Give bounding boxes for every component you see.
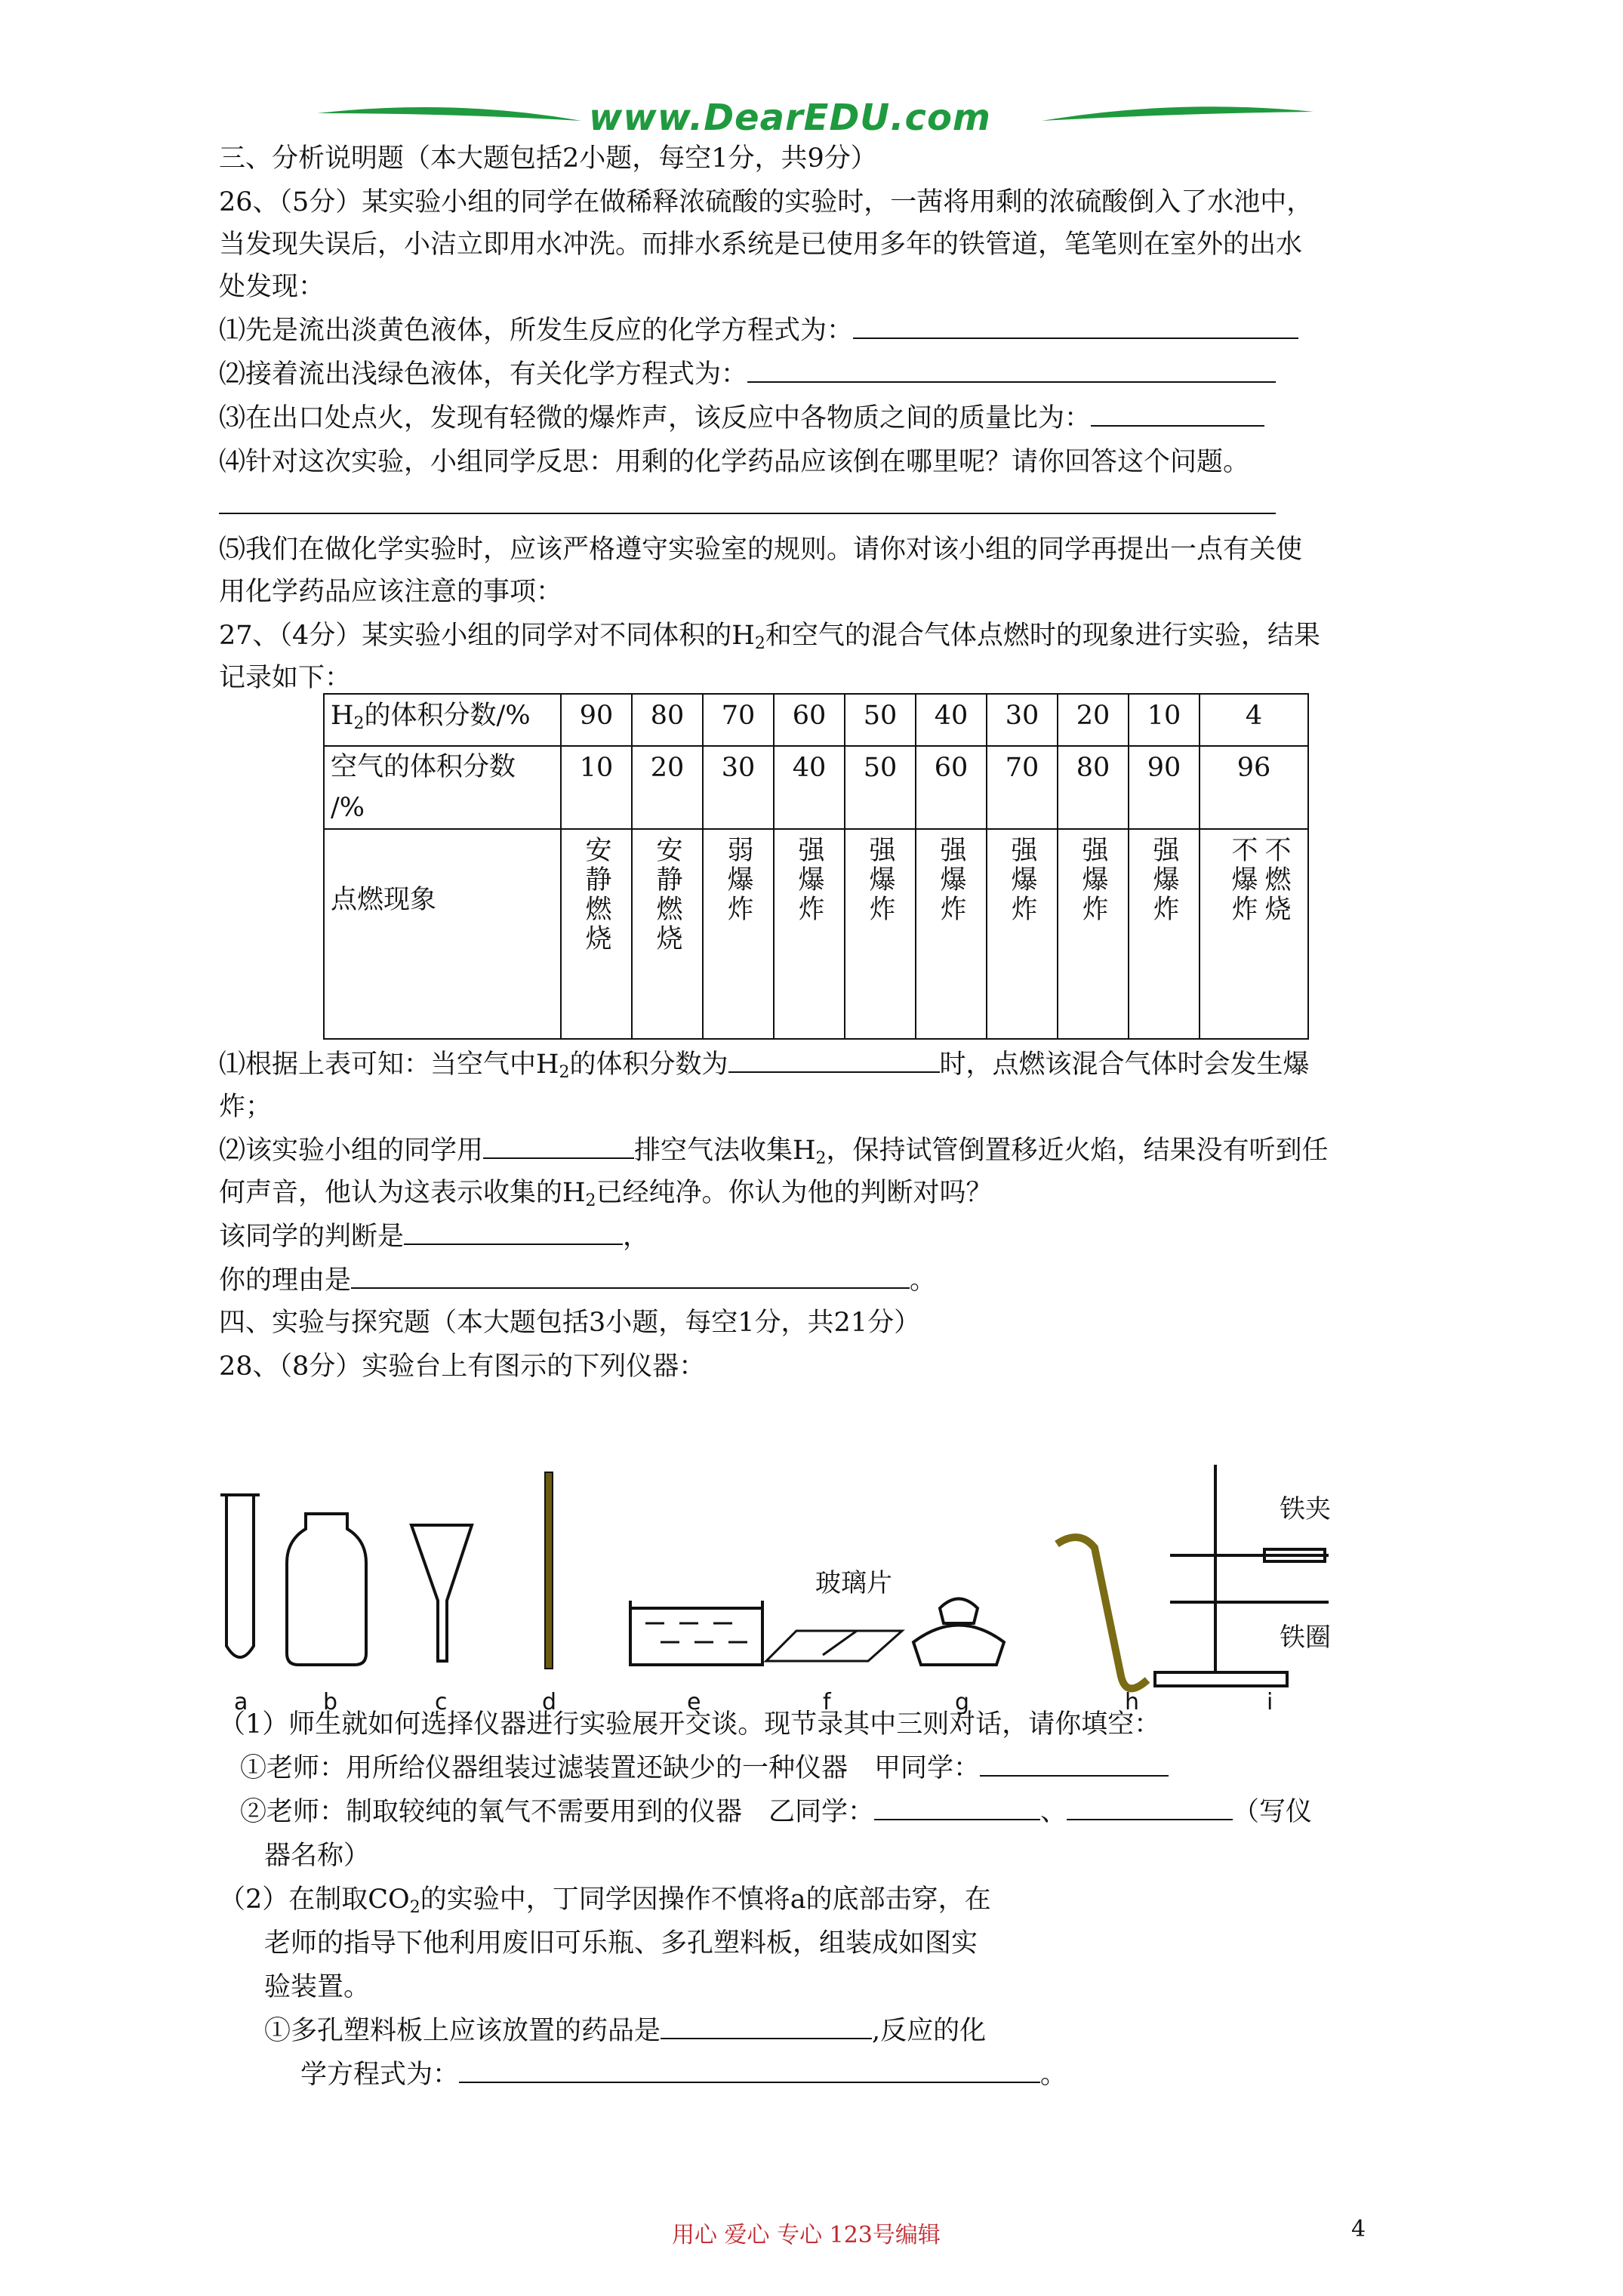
apparatus-letter: d — [542, 1689, 557, 1714]
section4-title: 四、实验与探究题（本大题包括3小题，每空1分，共21分） — [219, 1308, 921, 1338]
table-row-label: 空气的体积分数 /% — [324, 746, 561, 829]
q27-line2: 记录如下： — [219, 663, 352, 693]
table-cell: 40 — [774, 746, 845, 829]
q27-part2-cont: 何声音，他认为这表示收集的$H_2$已经纯净。你认为他的判断对吗？ — [219, 1178, 993, 1210]
answer-blank[interactable] — [980, 1752, 1169, 1777]
apparatus-letter: e — [687, 1689, 701, 1714]
q28-s1b: ②老师：制取较纯的氧气不需要用到的仪器 乙同学： 、 （写仪 — [240, 1797, 1313, 1827]
table-cell: 强爆炸 — [987, 829, 1058, 1039]
q28-s1a: ①老师：用所给仪器组装过滤装置还缺少的一种仪器 甲同学： — [240, 1752, 1169, 1785]
q27-part1: ⑴根据上表可知：当空气中$H_2$的体积分数为 时，点燃该混合气体时会发生爆 — [219, 1049, 1310, 1082]
table-cell: 4 — [1200, 694, 1308, 746]
q27-part3: 该同学的判断是 ， — [219, 1222, 650, 1252]
table-cell: 70 — [987, 746, 1058, 829]
table-cell: 90 — [561, 694, 632, 746]
experiment-table — [323, 693, 1309, 1040]
answer-blank[interactable] — [728, 1049, 940, 1073]
answer-blank[interactable] — [1067, 1796, 1233, 1820]
glass-rod-icon — [545, 1472, 553, 1669]
table-cell: 50 — [845, 746, 916, 829]
table-cell: 强爆炸 — [1058, 829, 1129, 1039]
table-cell: 60 — [774, 694, 845, 746]
q26-part4: ⑷针对这次实验，小组同学反思：用剩的化学药品应该倒在哪里呢？请你回答这个问题。 — [219, 447, 1250, 477]
apparatus-letter: h — [1125, 1689, 1140, 1714]
apparatus-figure — [211, 1382, 1442, 1714]
q26-part2: ⑵接着流出浅绿色液体，有关化学方程式为： — [219, 358, 1276, 391]
table-cell: 强爆炸 — [916, 829, 987, 1039]
q28-intro: 28、（8分）实验台上有图示的下列仪器： — [219, 1351, 706, 1382]
apparatus-letter: g — [955, 1689, 970, 1714]
q28-s2d: 验装置。 — [264, 1972, 371, 2002]
answer-blank[interactable] — [219, 490, 1276, 514]
q27-line1: 27、（4分）某实验小组的同学对不同体积的$H_2$和空气的混合气体点燃时的现象进行实验，结果 — [219, 621, 1320, 653]
q26-part3: ⑶在出口处点火，发现有轻微的爆炸声，该反应中各物质之间的质量比为： — [219, 402, 1264, 435]
table-cell: 强爆炸 — [1129, 829, 1200, 1039]
apparatus-letter: b — [323, 1689, 338, 1714]
q28-s1b-cont: 器名称） — [264, 1841, 371, 1871]
table-cell: 20 — [632, 746, 703, 829]
section3-title: 三、分析说明题（本大题包括2小题，每空1分，共9分） — [219, 143, 877, 174]
table-cell: 30 — [987, 694, 1058, 746]
table-row — [324, 694, 1308, 746]
answer-blank[interactable] — [874, 1796, 1040, 1820]
table-row-label: $H_2$的体积分数/% — [324, 694, 561, 746]
iron-clamp-label: 铁夹 — [1280, 1494, 1331, 1524]
alcohol-lamp-icon — [913, 1626, 1004, 1666]
page-number: 4 — [1351, 2216, 1366, 2242]
table-cell: 40 — [916, 694, 987, 746]
iron-ring-label: 铁圈 — [1280, 1623, 1331, 1653]
q26-line1: 26、（5分）某实验小组的同学在做稀释浓硫酸的实验时，一茜将用剩的浓硫酸倒入了水池中， — [219, 187, 1313, 217]
answer-blank[interactable] — [404, 1221, 623, 1245]
apparatus-letter: i — [1267, 1689, 1273, 1714]
q28-s1: （1）师生就如何选择仪器进行实验展开交谈。现节录其中三则对话，请你填空： — [219, 1709, 1161, 1740]
q28-s2c: 老师的指导下他利用废旧可乐瓶、多孔塑料板，组装成如图实 — [264, 1928, 978, 1959]
table-cell: 强爆炸 — [774, 829, 845, 1039]
answer-blank[interactable] — [1091, 402, 1264, 427]
q28-s2a: （2）在制取$CO_2$的实验中，丁同学因操作不慎将a的底部击穿，在 — [219, 1885, 991, 1917]
water-trough-icon — [630, 1601, 762, 1665]
table-cell: 50 — [845, 694, 916, 746]
table-cell: 20 — [1058, 694, 1129, 746]
q27-part2: ⑵该实验小组的同学用 排空气法收集$H_2$，保持试管倒置移近火焰，结果没有听到任 — [219, 1136, 1329, 1168]
q26-part1: ⑴先是流出淡黄色液体，所发生反应的化学方程式为： — [219, 314, 1298, 347]
q26-line2: 当发现失误后，小洁立即用水冲洗。而排水系统是已使用多年的铁管道，笔笔则在室外的出水 — [219, 230, 1303, 260]
table-cell: 不爆炸 不燃烧 — [1200, 829, 1308, 1039]
answer-blank[interactable] — [853, 315, 1298, 339]
glass-plate-label: 玻璃片 — [815, 1568, 892, 1598]
table-cell: 70 — [703, 694, 774, 746]
q27-part4: 你的理由是 。 — [219, 1265, 937, 1296]
funnel-icon — [411, 1525, 472, 1661]
answer-blank[interactable] — [483, 1135, 634, 1159]
test-tube-icon — [226, 1495, 254, 1657]
apparatus-letter: c — [435, 1689, 448, 1714]
delivery-tube-icon — [1057, 1537, 1147, 1688]
table-cell: 10 — [561, 746, 632, 829]
q26-part5a: ⑸我们在做化学实验时，应该严格遵守实验室的规则。请你对该小组的同学再提出一点有关使 — [219, 535, 1303, 565]
table-cell: 强爆炸 — [845, 829, 916, 1039]
table-cell: 30 — [703, 746, 774, 829]
answer-blank[interactable] — [351, 1265, 910, 1289]
answer-blank[interactable] — [747, 359, 1276, 383]
q26-line3: 处发现： — [219, 272, 325, 302]
apparatus-letter: a — [234, 1689, 248, 1714]
table-cell: 80 — [632, 694, 703, 746]
q28-s2e: ①多孔塑料板上应该放置的药品是 ,反应的化 — [264, 2016, 987, 2046]
q26-part5b: 用化学药品应该注意的事项： — [219, 577, 563, 607]
table-cell: 10 — [1129, 694, 1200, 746]
q26-part4-answer — [219, 489, 1276, 522]
table-cell: 安静燃烧 — [632, 829, 703, 1039]
footer-text: 用心 爱心 专心 123号编辑 — [672, 2222, 941, 2248]
q27-part1-cont: 炸； — [219, 1092, 273, 1122]
table-row — [324, 746, 1308, 829]
table-cell: 安静燃烧 — [561, 829, 632, 1039]
table-cell: 80 — [1058, 746, 1129, 829]
table-cell: 96 — [1200, 746, 1308, 829]
table-cell: 60 — [916, 746, 987, 829]
table-cell: 弱爆炸 — [703, 829, 774, 1039]
site-logo: www.DearEDU.com — [589, 97, 991, 139]
answer-blank[interactable] — [459, 2059, 1040, 2083]
table-row — [324, 829, 1308, 1039]
table-row-label: 点燃现象 — [324, 829, 561, 1039]
gas-jar-icon — [287, 1514, 366, 1665]
answer-blank[interactable] — [661, 2015, 872, 2039]
q28-s2f: 学方程式为： 。 — [300, 2060, 1067, 2090]
apparatus-letter: f — [823, 1689, 831, 1714]
table-cell: 90 — [1129, 746, 1200, 829]
